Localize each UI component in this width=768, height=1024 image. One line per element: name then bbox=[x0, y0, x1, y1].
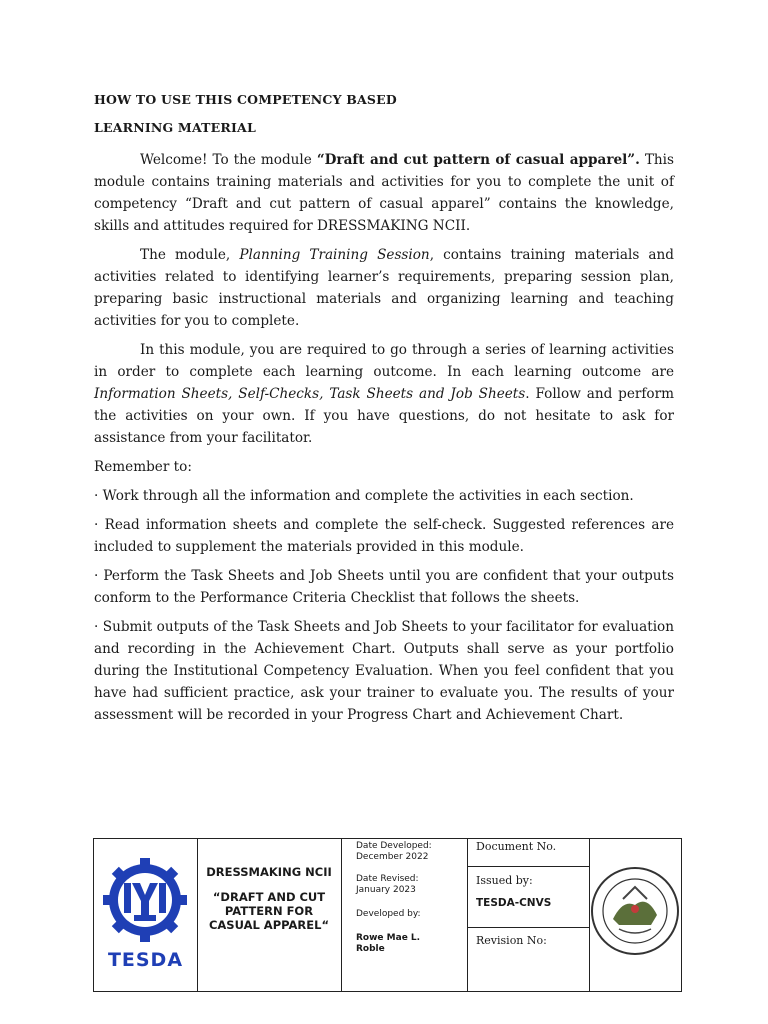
module-title: “DRAFT AND CUT PATTERN FOR CASUAL APPAREL“ bbox=[208, 890, 330, 932]
date-developed-value: December 2022 bbox=[356, 852, 429, 862]
title-line-2: LEARNING MATERIAL bbox=[94, 120, 256, 135]
school-seal-icon bbox=[589, 839, 681, 991]
qualification-title: DRESSMAKING NCII bbox=[206, 865, 332, 879]
developer-name: Rowe Mae L. Roble bbox=[356, 933, 421, 954]
tesda-logo bbox=[94, 839, 197, 991]
welcome-paragraph bbox=[94, 149, 674, 237]
page-body bbox=[94, 92, 674, 733]
instructions-paragraph bbox=[94, 339, 674, 449]
document-no-label: Document No. bbox=[476, 840, 557, 853]
p3-post: . Follow and perform the activities on your own. If you have questions, do not hesitate to ask for assistance from your facilitator. bbox=[94, 386, 674, 446]
date-developed-label: Date Developed: bbox=[356, 841, 432, 851]
document-footer-table bbox=[93, 838, 682, 992]
revision-no-label: Revision No: bbox=[476, 934, 547, 947]
date-revised-value: January 2023 bbox=[356, 885, 416, 895]
tesda-logo-text: TESDA bbox=[107, 949, 184, 971]
issued-by-value: TESDA-CNVS bbox=[476, 897, 552, 909]
p2-pre: The module, bbox=[140, 247, 240, 263]
p1-module-name: “Draft and cut pattern of casual apparel”. bbox=[316, 152, 640, 168]
bullet-item: · Read information sheets and complete the self-check. Suggested references are included to supplement the materials provided in this module. bbox=[94, 517, 674, 555]
p1-post: This module contains training materials and activities for you to complete the unit of competency “Draft and cut pattern of casual apparel” contains the knowledge, skills and attitudes required for DRESSMAKING NCII. bbox=[94, 152, 675, 234]
bullet-item: · Perform the Task Sheets and Job Sheets until you are confident that your outputs conform to the Performance Criteria Checklist that follows the sheets. bbox=[94, 568, 674, 606]
school-seal bbox=[589, 839, 681, 991]
p1-pre: Welcome! To the module bbox=[140, 152, 317, 168]
p2-post: , contains training materials and activities related to identifying learner’s requirements, preparing session plan, preparing basic instructional materials and organizing learning and teaching activities for you to complete. bbox=[94, 247, 674, 329]
p3-italic: Information Sheets, Self-Checks, Task Sheets and Job Sheets bbox=[94, 386, 526, 402]
page-title bbox=[94, 92, 674, 136]
module-title-cell bbox=[197, 839, 341, 991]
dates-cell bbox=[341, 839, 467, 991]
bullet-item: · Submit outputs of the Task Sheets and Job Sheets to your facilitator for evaluation and recording in the Achievement Chart. Outputs shall serve as your portfolio during the Institutional Competency Evaluation. When you feel confident that you have had sufficient practice, ask your trainer to evaluate you. The results of your assessment will be recorded in your Progress Chart and Achievement Chart. bbox=[94, 619, 674, 723]
title-line-1: HOW TO USE THIS COMPETENCY BASED bbox=[94, 92, 397, 107]
p2-italic: Planning Training Session bbox=[239, 247, 430, 263]
module-paragraph bbox=[94, 244, 674, 332]
p3-pre: In this module, you are required to go through a series of learning activities in order to complete each learning outcome. In each learning outcome are bbox=[94, 342, 674, 380]
bullet-item: · Work through all the information and complete the activities in each section. bbox=[94, 488, 634, 504]
developed-by-label: Developed by: bbox=[356, 909, 421, 919]
date-revised-label: Date Revised: bbox=[356, 874, 419, 884]
document-info-cell bbox=[467, 839, 589, 991]
remember-label: Remember to: bbox=[94, 459, 192, 475]
issued-by-label: Issued by: bbox=[476, 874, 533, 887]
